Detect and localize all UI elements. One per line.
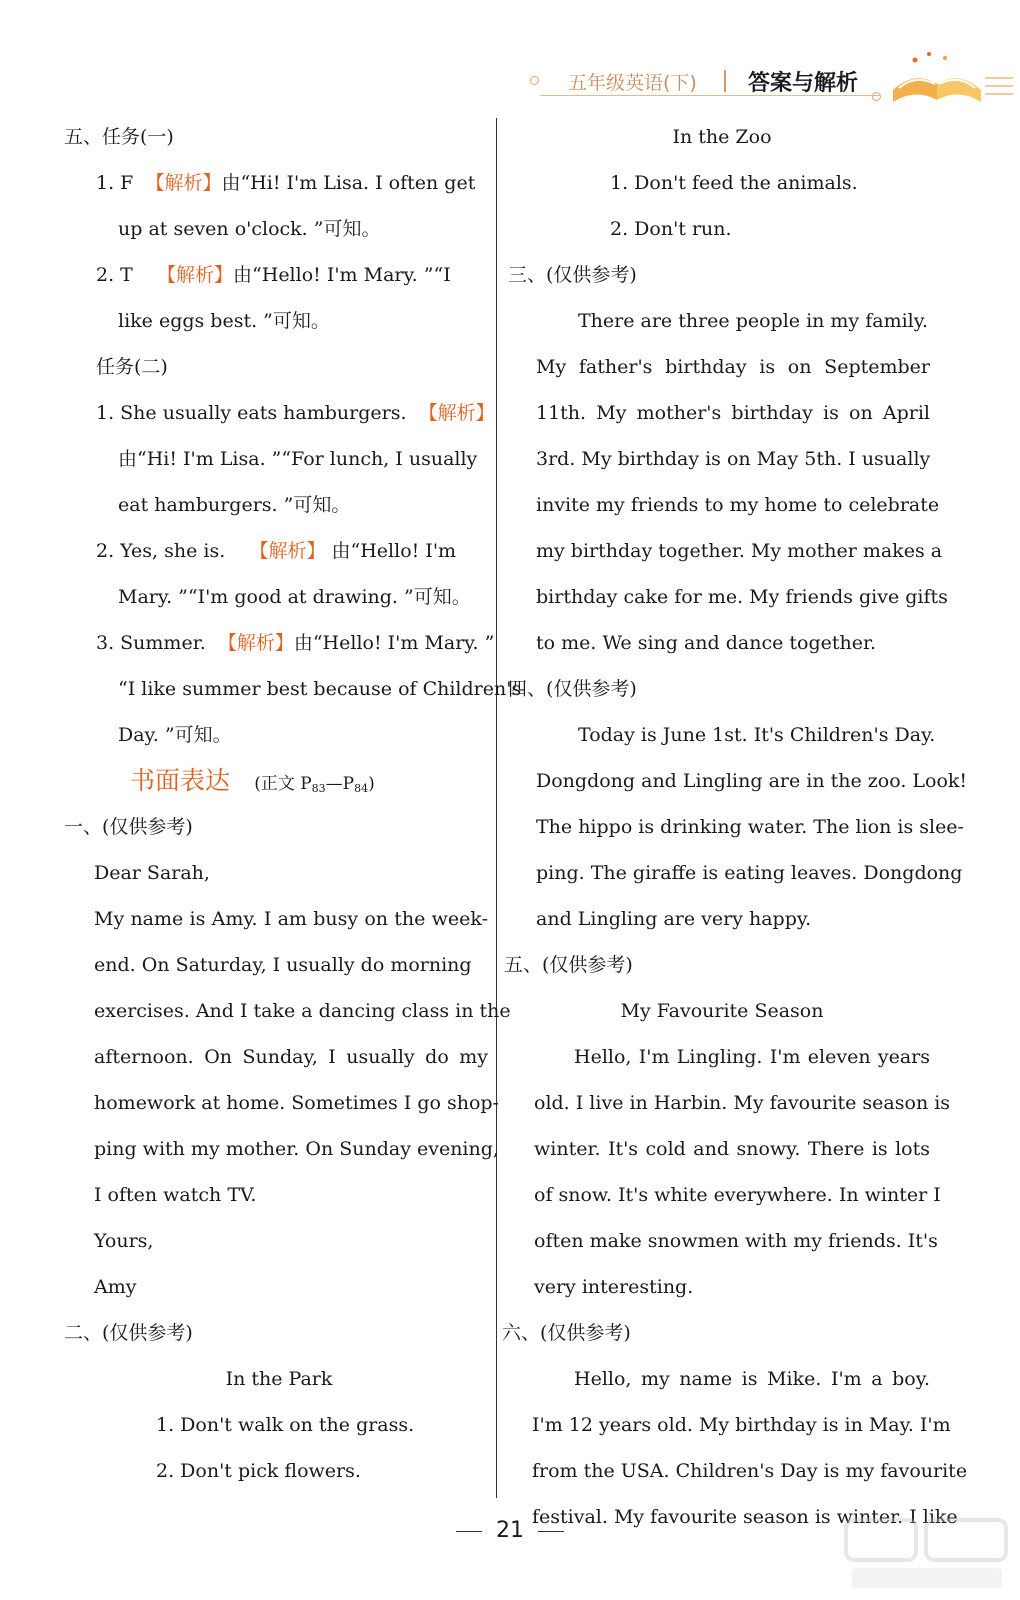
section-heading: 三、(仅供参考) xyxy=(508,264,637,286)
section-heading: 四、(仅供参考) xyxy=(508,678,637,700)
section-heading: 二、(仅供参考) xyxy=(64,1322,193,1344)
answer-text: 由“Hello! I'm Mary. ”“I xyxy=(233,264,451,286)
essay-line: birthday cake for me. My friends give gifts xyxy=(536,586,948,608)
page-number: 21 xyxy=(0,1518,1020,1543)
letter-line: homework at home. Sometimes I go shop- xyxy=(94,1092,499,1114)
essay-line: I'm 12 years old. My birthday is in May. I'm xyxy=(532,1414,951,1436)
answer-number: 1. F xyxy=(96,172,134,194)
analysis-tag: 【解析】 xyxy=(145,172,222,194)
essay-line: winter. It's cold and snowy. There is lots xyxy=(534,1138,930,1160)
letter-line: I often watch TV. xyxy=(94,1184,257,1206)
essay-line: 3rd. My birthday is on May 5th. I usually xyxy=(536,448,931,470)
sign-title: In the Zoo xyxy=(672,126,772,148)
answer-continuation: like eggs best. ”可知。 xyxy=(118,310,330,332)
essay-line: ping. The giraffe is eating leaves. Dongdong xyxy=(536,862,963,884)
open-book-icon xyxy=(885,50,1015,104)
section-subheading: 任务(二) xyxy=(96,356,168,378)
answer-text: 由“Hello! I'm xyxy=(331,540,457,562)
essay-line: my birthday together. My mother makes a xyxy=(536,540,943,562)
section-heading: 六、(仅供参考) xyxy=(502,1322,631,1344)
essay-line: The hippo is drinking water. The lion is slee- xyxy=(536,816,964,838)
analysis-tag: 【解析】 xyxy=(157,264,234,286)
essay-line: from the USA. Children's Day is my favourite xyxy=(532,1460,968,1482)
header-grade-label: 五年级英语(下) xyxy=(568,72,697,94)
writing-section-title: 书面表达 xyxy=(130,766,231,795)
essay-line: invite my friends to my home to celebrate xyxy=(536,494,940,516)
answer-text: 由“Hi! I'm Lisa. I often get xyxy=(221,172,476,194)
answer-item xyxy=(64,252,488,298)
essay-title: My Favourite Season xyxy=(620,1000,824,1022)
answer-number: 2. T xyxy=(96,264,133,286)
letter-line: afternoon. On Sunday, I usually do my xyxy=(94,1046,488,1068)
answer-text: 2. Yes, she is. xyxy=(96,540,226,562)
essay-line: There are three people in my family. xyxy=(578,310,928,332)
section-heading: 五、任务(一) xyxy=(64,126,174,148)
answer-continuation: “I like summer best because of Children's xyxy=(118,678,522,700)
column-divider xyxy=(496,118,497,1498)
header-separator xyxy=(724,70,726,92)
section-heading: 五、(仅供参考) xyxy=(504,954,633,976)
answer-item xyxy=(64,160,488,206)
sign-rule: 2. Don't run. xyxy=(610,218,732,240)
analysis-tag: 【解析】 xyxy=(217,632,294,654)
sign-rule: 2. Don't pick flowers. xyxy=(156,1460,361,1482)
essay-line: festival. My favourite season is winter. I like xyxy=(532,1506,958,1528)
answer-continuation: up at seven o'clock. ”可知。 xyxy=(118,218,381,240)
answer-continuation: eat hamburgers. ”可知。 xyxy=(118,494,351,516)
letter-line: My name is Amy. I am busy on the week- xyxy=(94,908,488,930)
answer-item xyxy=(64,620,495,666)
writing-section-header xyxy=(64,758,488,804)
answer-text: 1. She usually eats hamburgers. xyxy=(96,402,407,424)
answer-text: 3. Summer. xyxy=(96,632,206,654)
essay-line: to me. We sing and dance together. xyxy=(536,632,877,654)
essay-line: 11th. My mother's birthday is on April xyxy=(536,402,930,424)
answer-continuation: Mary. ”“I'm good at drawing. ”可知。 xyxy=(118,586,471,608)
sign-title: In the Park xyxy=(225,1368,333,1390)
answer-item xyxy=(64,390,495,436)
letter-line: end. On Saturday, I usually do morning xyxy=(94,954,472,976)
watermark-logo-icon xyxy=(842,1516,1012,1594)
answer-continuation: Day. ”可知。 xyxy=(118,724,232,746)
essay-line: Today is June 1st. It's Children's Day. xyxy=(578,724,936,746)
essay-line: Hello, I'm Lingling. I'm eleven years xyxy=(574,1046,930,1068)
essay-line: old. I live in Harbin. My favourite season is xyxy=(534,1092,951,1114)
analysis-tag: 【解析】 xyxy=(249,540,326,562)
letter-line: Yours, xyxy=(94,1230,154,1252)
header-title: 答案与解析 xyxy=(748,71,859,96)
header-dot-icon xyxy=(872,92,881,101)
essay-line: of snow. It's white everywhere. In winter I xyxy=(534,1184,941,1206)
answer-text: 由“Hello! I'm Mary. ” xyxy=(293,632,495,654)
page-reference: (正文 $P_{83}—P_{84}$) xyxy=(254,774,375,795)
answer-item xyxy=(64,528,488,574)
essay-line: very interesting. xyxy=(534,1276,694,1298)
essay-line: Dongdong and Lingling are in the zoo. Look! xyxy=(536,770,968,792)
essay-line: and Lingling are very happy. xyxy=(536,908,812,930)
letter-line: exercises. And I take a dancing class in the xyxy=(94,1000,511,1022)
answer-continuation: 由“Hi! I'm Lisa. ”“For lunch, I usually xyxy=(118,448,478,470)
analysis-tag: 【解析】 xyxy=(418,402,495,424)
letter-line: Dear Sarah, xyxy=(94,862,210,884)
sign-rule: 1. Don't walk on the grass. xyxy=(156,1414,415,1436)
letter-line: ping with my mother. On Sunday evening, xyxy=(94,1138,499,1160)
left-column xyxy=(64,114,522,1494)
essay-line: often make snowmen with my friends. It's xyxy=(534,1230,938,1252)
essay-line: My father's birthday is on September xyxy=(536,356,930,378)
letter-line: Amy xyxy=(94,1276,137,1298)
sign-rule: 1. Don't feed the animals. xyxy=(610,172,858,194)
section-heading: 一、(仅供参考) xyxy=(64,816,193,838)
header-dot-icon xyxy=(530,76,539,85)
essay-line: Hello, my name is Mike. I'm a boy. xyxy=(574,1368,930,1390)
